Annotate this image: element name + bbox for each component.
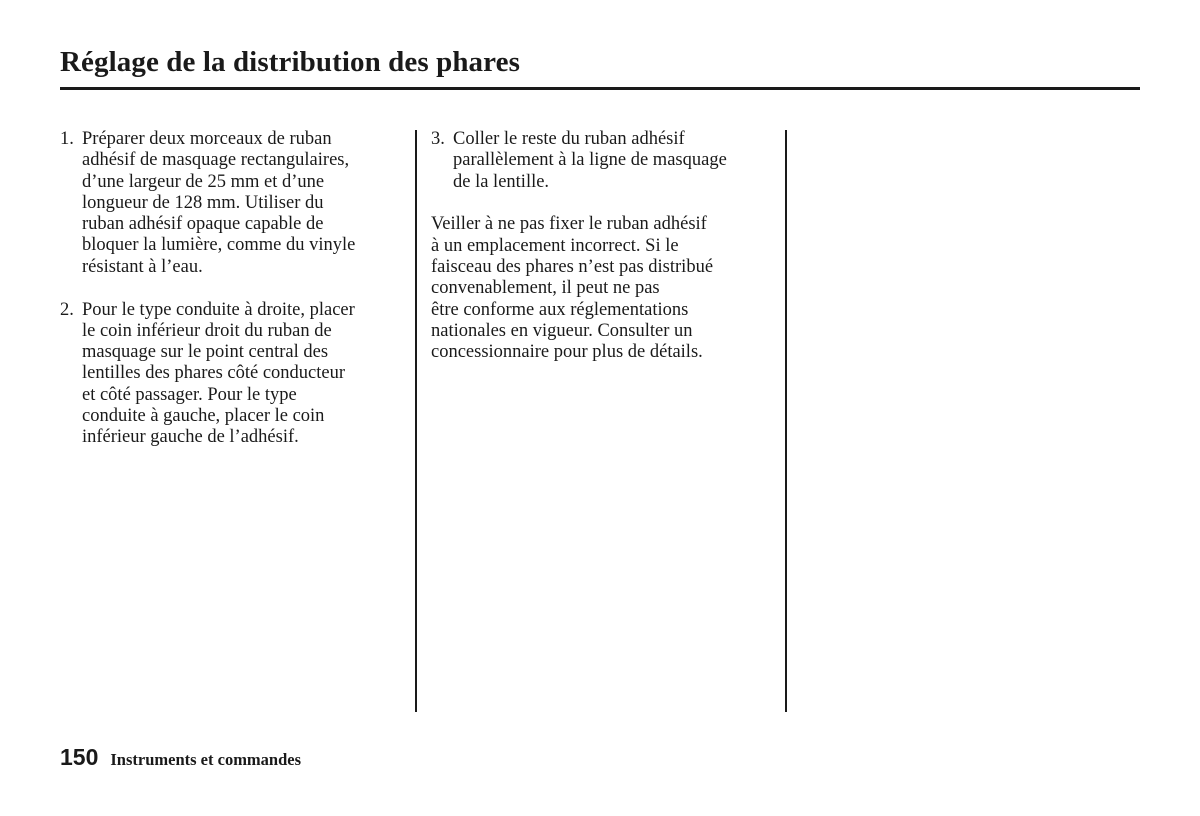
text-line: faisceau des phares n’est pas distribué	[431, 256, 714, 277]
left-column	[60, 129, 400, 449]
text-line: concessionnaire pour plus de détails.	[431, 342, 703, 363]
step-2	[60, 300, 400, 449]
step-2-number: 2.	[60, 299, 74, 320]
text-line: conduite à gauche, placer le coin	[82, 406, 325, 427]
text-line: parallèlement à la ligne de masquage	[453, 150, 727, 171]
step-3-text	[453, 129, 776, 193]
title-rule	[60, 87, 1140, 90]
text-line: résistant à l’eau.	[82, 256, 203, 277]
text-line: de la lentille.	[453, 171, 550, 192]
step-2-text	[82, 300, 400, 449]
text-line: bloquer la lumière, comme du vinyle	[82, 235, 356, 256]
page-number: 150	[60, 744, 99, 770]
text-line: lentilles des phares côté conducteur	[82, 363, 346, 384]
step-1-number: 1.	[60, 129, 74, 149]
step-3-number: 3.	[431, 129, 445, 149]
text-line: adhésif de masquage rectangulaires,	[82, 150, 350, 171]
text-line: Coller le reste du ruban adhésif	[453, 129, 685, 149]
text-line: d’une largeur de 25 mm et d’une	[82, 171, 325, 192]
text-line: convenablement, il peut ne pas	[431, 278, 660, 299]
step-1-text	[82, 129, 400, 278]
middle-column	[431, 129, 776, 363]
text-line: et côté passager. Pour le type	[82, 384, 297, 405]
text-line: nationales en vigueur. Consulter un	[431, 320, 693, 341]
step-1	[60, 129, 400, 278]
text-line: Préparer deux morceaux de ruban	[82, 129, 332, 149]
text-line: masquage sur le point central des	[82, 342, 329, 363]
column-divider	[785, 130, 787, 712]
warning-paragraph	[431, 214, 776, 363]
paragraph-gap	[431, 193, 776, 215]
section-name: Instruments et commandes	[110, 750, 302, 769]
text-line: Veiller à ne pas fixer le ruban adhésif	[431, 214, 707, 235]
text-line: Pour le type conduite à droite, placer	[82, 299, 355, 320]
page-title: Réglage de la distribution des phares	[60, 46, 520, 78]
page-footer	[60, 744, 301, 771]
text-line: être conforme aux réglementations	[431, 299, 689, 320]
text-line: le coin inférieur droit du ruban de	[82, 320, 332, 341]
step-3	[431, 129, 776, 193]
text-line: à un emplacement incorrect. Si le	[431, 235, 679, 256]
text-line: longueur de 128 mm. Utiliser du	[82, 192, 324, 213]
text-line: ruban adhésif opaque capable de	[82, 214, 324, 235]
paragraph-gap	[60, 278, 400, 300]
text-line: inférieur gauche de l’adhésif.	[82, 427, 299, 448]
column-divider	[415, 130, 417, 712]
